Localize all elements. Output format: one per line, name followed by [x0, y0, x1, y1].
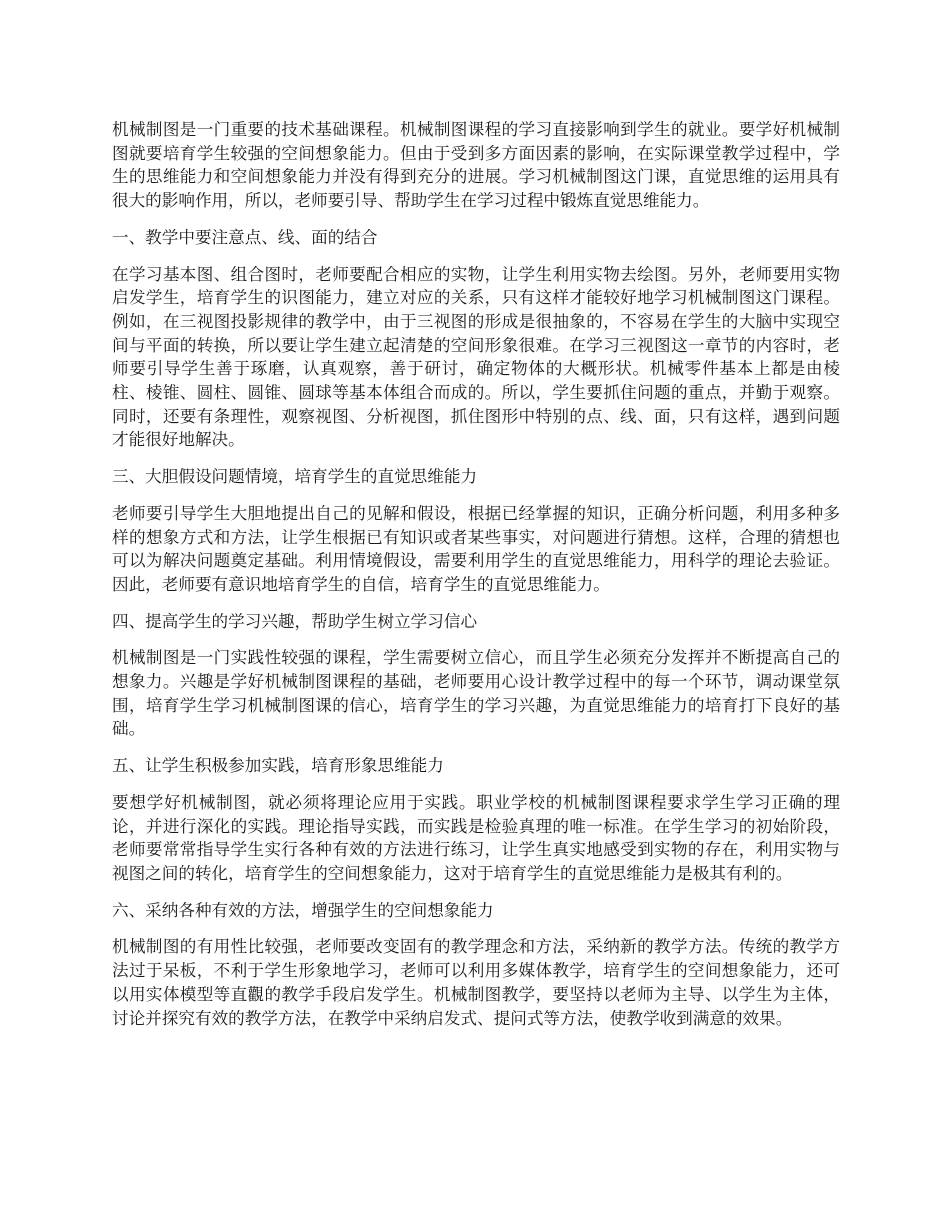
section-heading-5: 五、让学生积极参加实践，培育形象思维能力: [112, 756, 444, 776]
section-heading-6: 六、采纳各种有效的方法，增强学生的空间想象能力: [112, 900, 494, 920]
section-5-paragraph: 要想学好机械制图，就必须将理论应用于实践。职业学校的机械制图课程要求学生学习正确的理论，并进行深化的实践。理论指导实践，而实践是检验真理的唯一标准。在学生学习的初始阶段，老师要常常指导学生实行各种有效的方法进行练习，让学生真实地感受到实物的存在，利用实物与视图之间的转化，培育学生的空间想象能力，这对于培育学生的直觉思维能力是极其有利的。: [112, 792, 840, 883]
section-heading-4: 四、提高学生的学习兴趣，帮助学生树立学习信心: [112, 611, 478, 631]
section-3-paragraph: 老师要引导学生大胆地提出自己的见解和假设，根据已经掌握的知识，正确分析问题，利用多种多样的想象方式和方法，让学生根据已有知识或者某些事实，对问题进行猜想。这样，合理的猜想也可以为解决问题奠定基础。利用情境假设，需要利用学生的直觉思维能力，用科学的理论去验证。因此，老师要有意识地培育学生的自信，培育学生的直觉思维能力。: [112, 503, 840, 594]
document-body: [112, 118, 840, 1043]
section-heading-1: 一、教学中要注意点、线、面的结合: [112, 227, 378, 247]
section-6-paragraph: 机械制图的有用性比较强，老师要改变固有的教学理念和方法，采纳新的教学方法。传统的教学方法过于呆板，不利于学生形象地学习，老师可以利用多媒体教学，培育学生的空间想象能力，还可以用实体模型等直觀的教学手段启发学生。机械制图教学，要坚持以老师为主导、以学生为主体，讨论并探究有效的教学方法，在教学中采纳启发式、提问式等方法，使教学收到满意的效果。: [112, 937, 840, 1028]
section-1-paragraph: 在学习基本图、组合图时，老师要配合相应的实物，让学生利用实物去绘图。另外，老师要用实物启发学生，培育学生的识图能力，建立对应的关系，只有这样才能较好地学习机械制图这门课程。例如，在三视图投影规律的教学中，由于三视图的形成是很抽象的，不容易在学生的大脑中实现空间与平面的转换，所以要让学生建立起清楚的空间形象很难。在学习三视图这一章节的内容时，老师要引导学生善于琢磨，认真观察，善于研讨，确定物体的大概形状。机械零件基本上都是由棱柱、棱锥、圆柱、圆锥、圆球等基本体组合而成的。所以，学生要抓住问题的重点，并勤于观察。同时，还要有条理性，观察视图、分析视图，抓住图形中特别的点、线、面，只有这样，遇到问题才能很好地解决。: [112, 264, 840, 450]
section-heading-3: 三、大胆假设问题情境，培育学生的直觉思维能力: [112, 467, 478, 487]
intro-paragraph: 机械制图是一门重要的技术基础课程。机械制图课程的学习直接影响到学生的就业。要学好机械制图就要培育学生较强的空间想象能力。但由于受到多方面因素的影响，在实际课堂教学过程中，学生的思维能力和空间想象能力并没有得到充分的进展。学习机械制图这门课，直觉思维的运用具有很大的影响作用，所以，老师要引导、帮助学生在学习过程中锻炼直觉思维能力。: [112, 120, 840, 211]
section-4-paragraph: 机械制图是一门实践性较强的课程，学生需要树立信心，而且学生必须充分发挥并不断提高自己的想象力。兴趣是学好机械制图课程的基础，老师要用心设计教学过程中的每一个环节，调动课堂氛围，培育学生学习机械制图课的信心，培育学生的学习兴趣，为直觉思维能力的培育打下良好的基础。: [112, 648, 840, 739]
